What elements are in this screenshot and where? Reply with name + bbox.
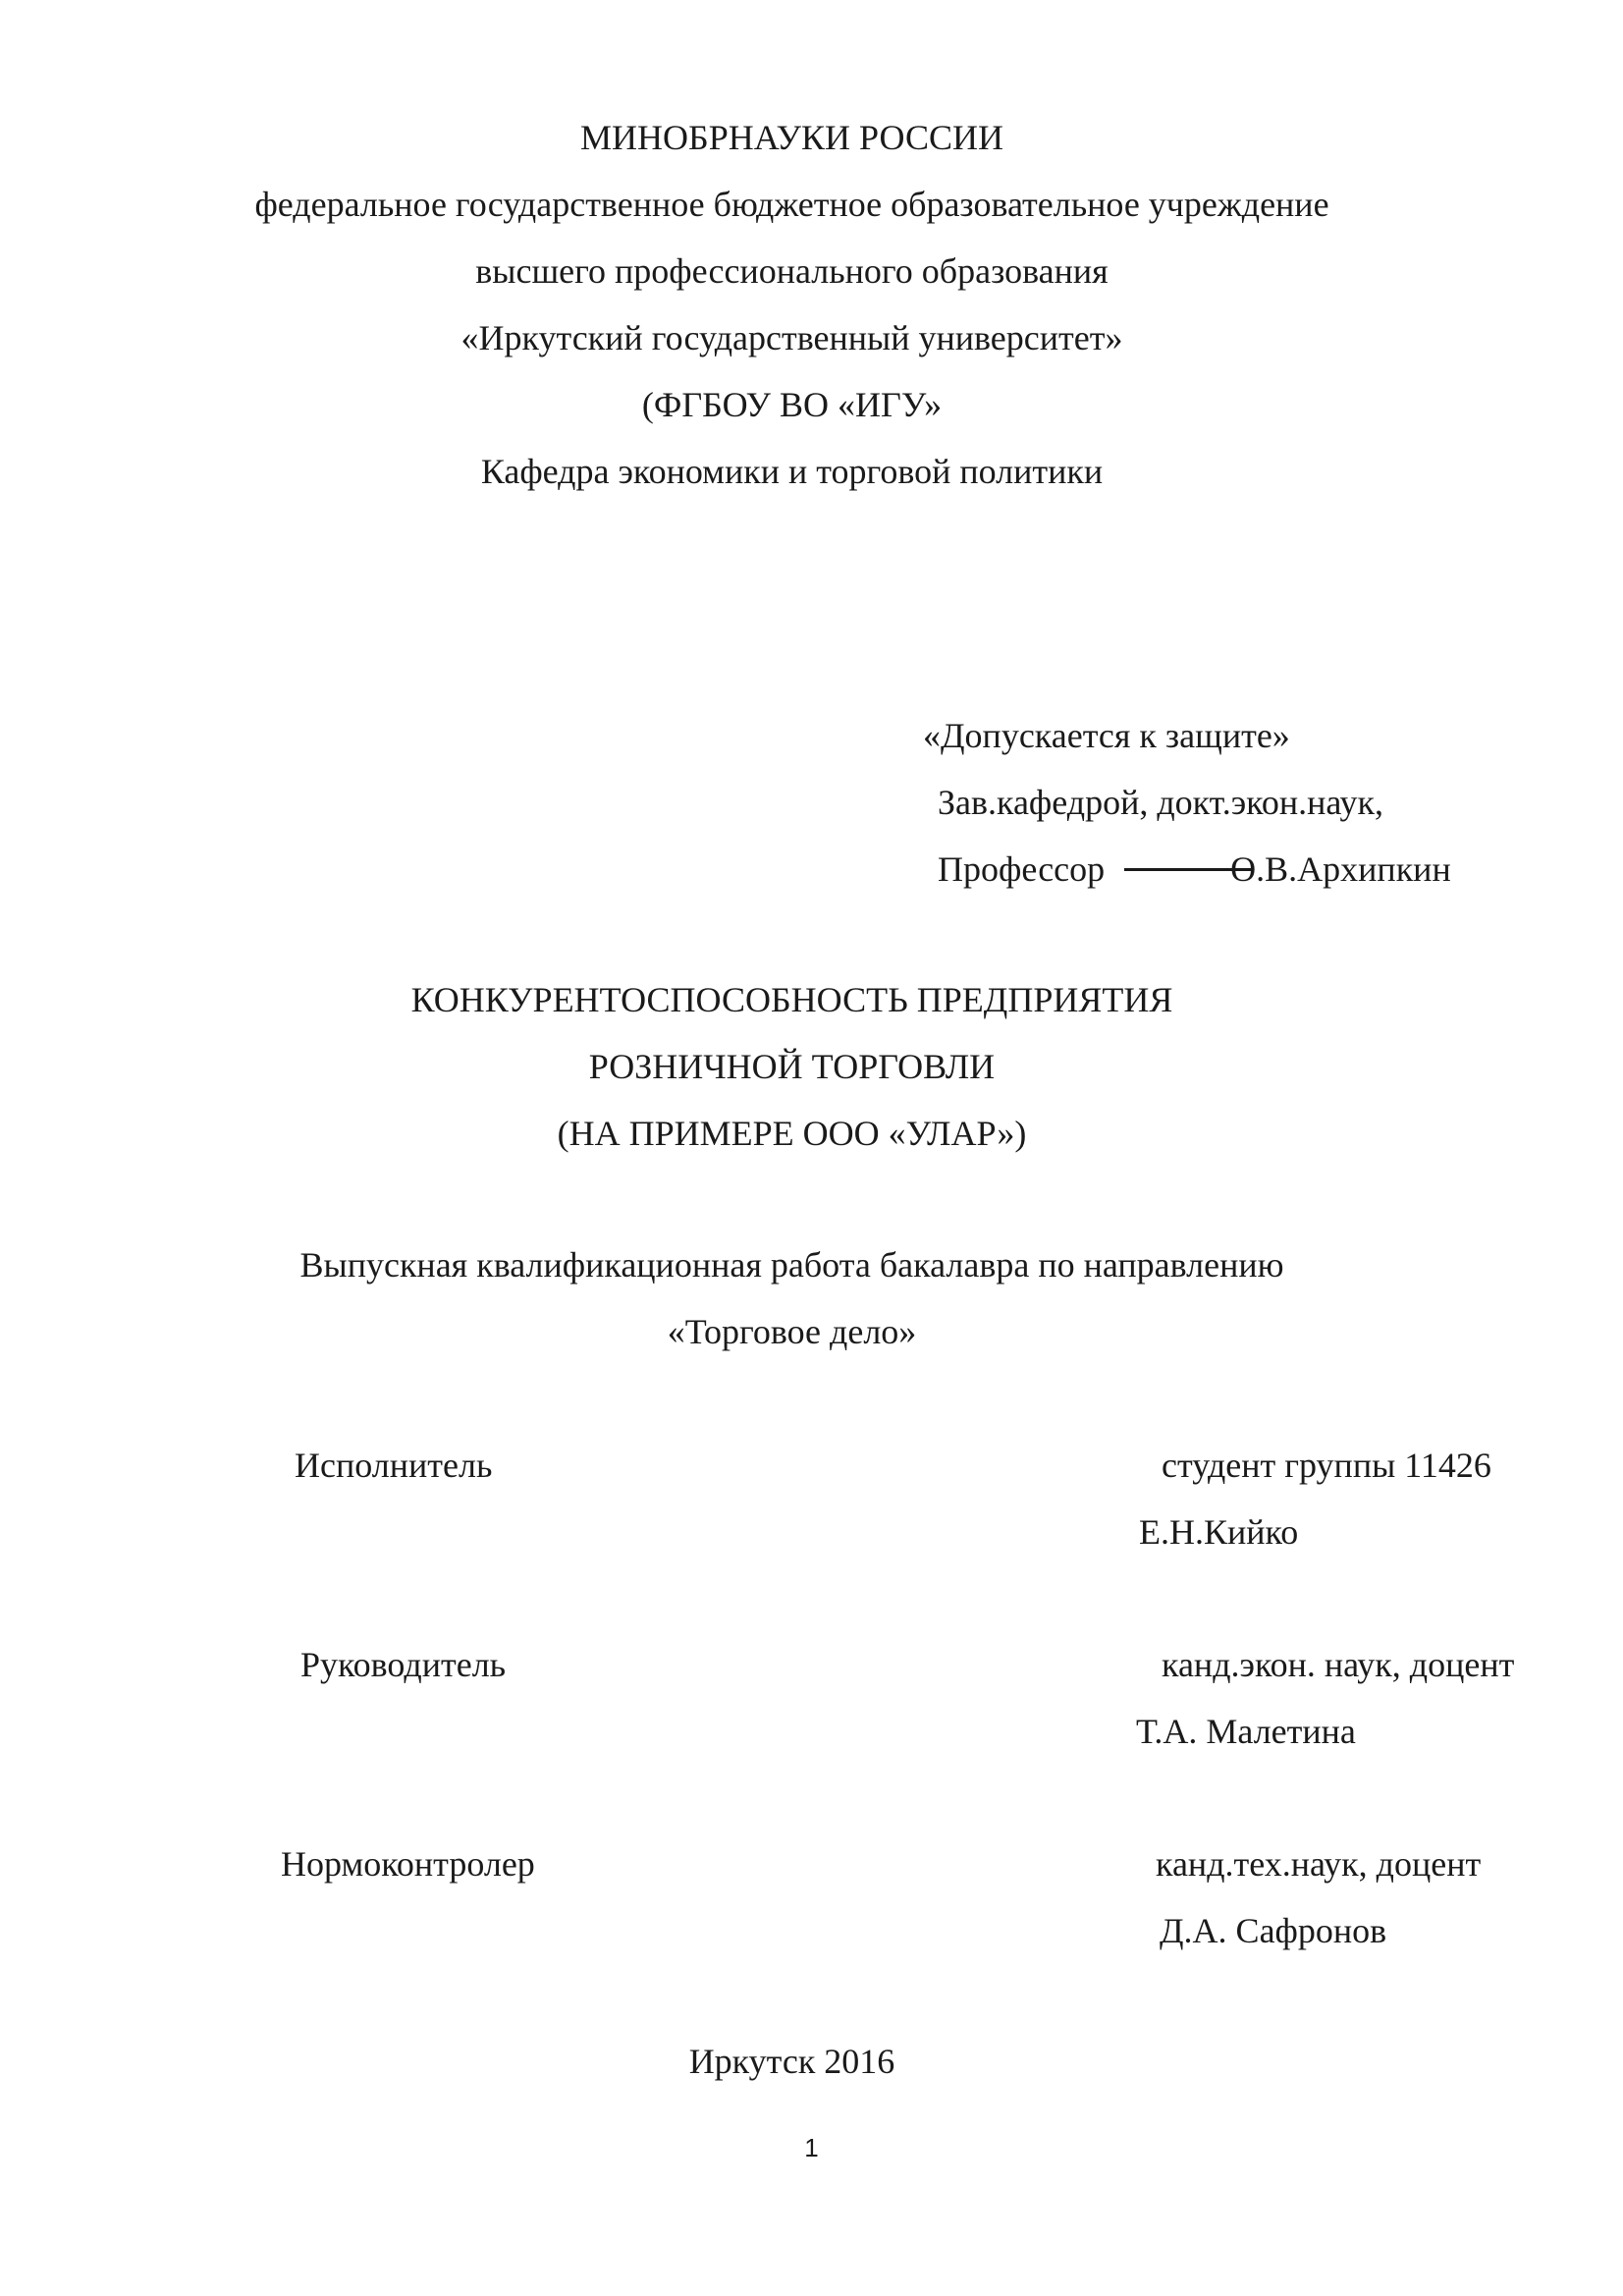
thesis-type-line-1: Выпускная квалификационная работа бакалавра по направлению	[299, 1245, 1284, 1285]
city-year: Иркутск 2016	[688, 2042, 895, 2081]
normcontroller-role: Нормоконтролер	[281, 1844, 535, 1884]
head-signature-line	[938, 847, 1451, 891]
university-name: «Иркутский государственный университет»	[460, 318, 1123, 357]
supervisor-name: Т.А. Малетина	[1136, 1712, 1356, 1751]
thesis-title-line-3: (НА ПРИМЕРЕ ООО «УЛАР»)	[557, 1114, 1027, 1153]
department-name: Кафедра экономики и торговой политики	[480, 452, 1104, 491]
executor-detail: студент группы 11426	[1162, 1446, 1491, 1485]
supervisor-detail: канд.экон. наук, доцент	[1162, 1645, 1515, 1684]
supervisor-role: Руководитель	[300, 1645, 507, 1684]
executor-role: Исполнитель	[295, 1446, 493, 1485]
page-number: 1	[804, 2133, 819, 2162]
education-level: высшего профессионального образования	[475, 251, 1109, 291]
head-of-department-title: Зав.кафедрой, докт.экон.наук,	[938, 783, 1383, 822]
university-abbreviation: (ФГБОУ ВО «ИГУ»	[641, 385, 943, 424]
normcontroller-detail: канд.тех.наук, доцент	[1156, 1844, 1482, 1884]
institution-type: федеральное государственное бюджетное образовательное учреждение	[254, 185, 1329, 224]
ministry-name: МИНОБРНАУКИ РОССИИ	[580, 118, 1003, 157]
head-name: О.В.Архипкин	[1230, 849, 1451, 889]
admission-note: «Допускается к защите»	[923, 716, 1290, 755]
normcontroller-name: Д.А. Сафронов	[1160, 1911, 1387, 1950]
head-position: Профессор	[938, 849, 1106, 889]
thesis-title-line-1: КОНКУРЕНТОСПОСОБНОСТЬ ПРЕДПРИЯТИЯ	[410, 980, 1173, 1019]
thesis-title-line-2: РОЗНИЧНОЙ ТОРГОВЛИ	[588, 1047, 996, 1086]
executor-name: Е.Н.Кийко	[1139, 1512, 1299, 1552]
thesis-type-line-2: «Торговое дело»	[667, 1312, 917, 1351]
